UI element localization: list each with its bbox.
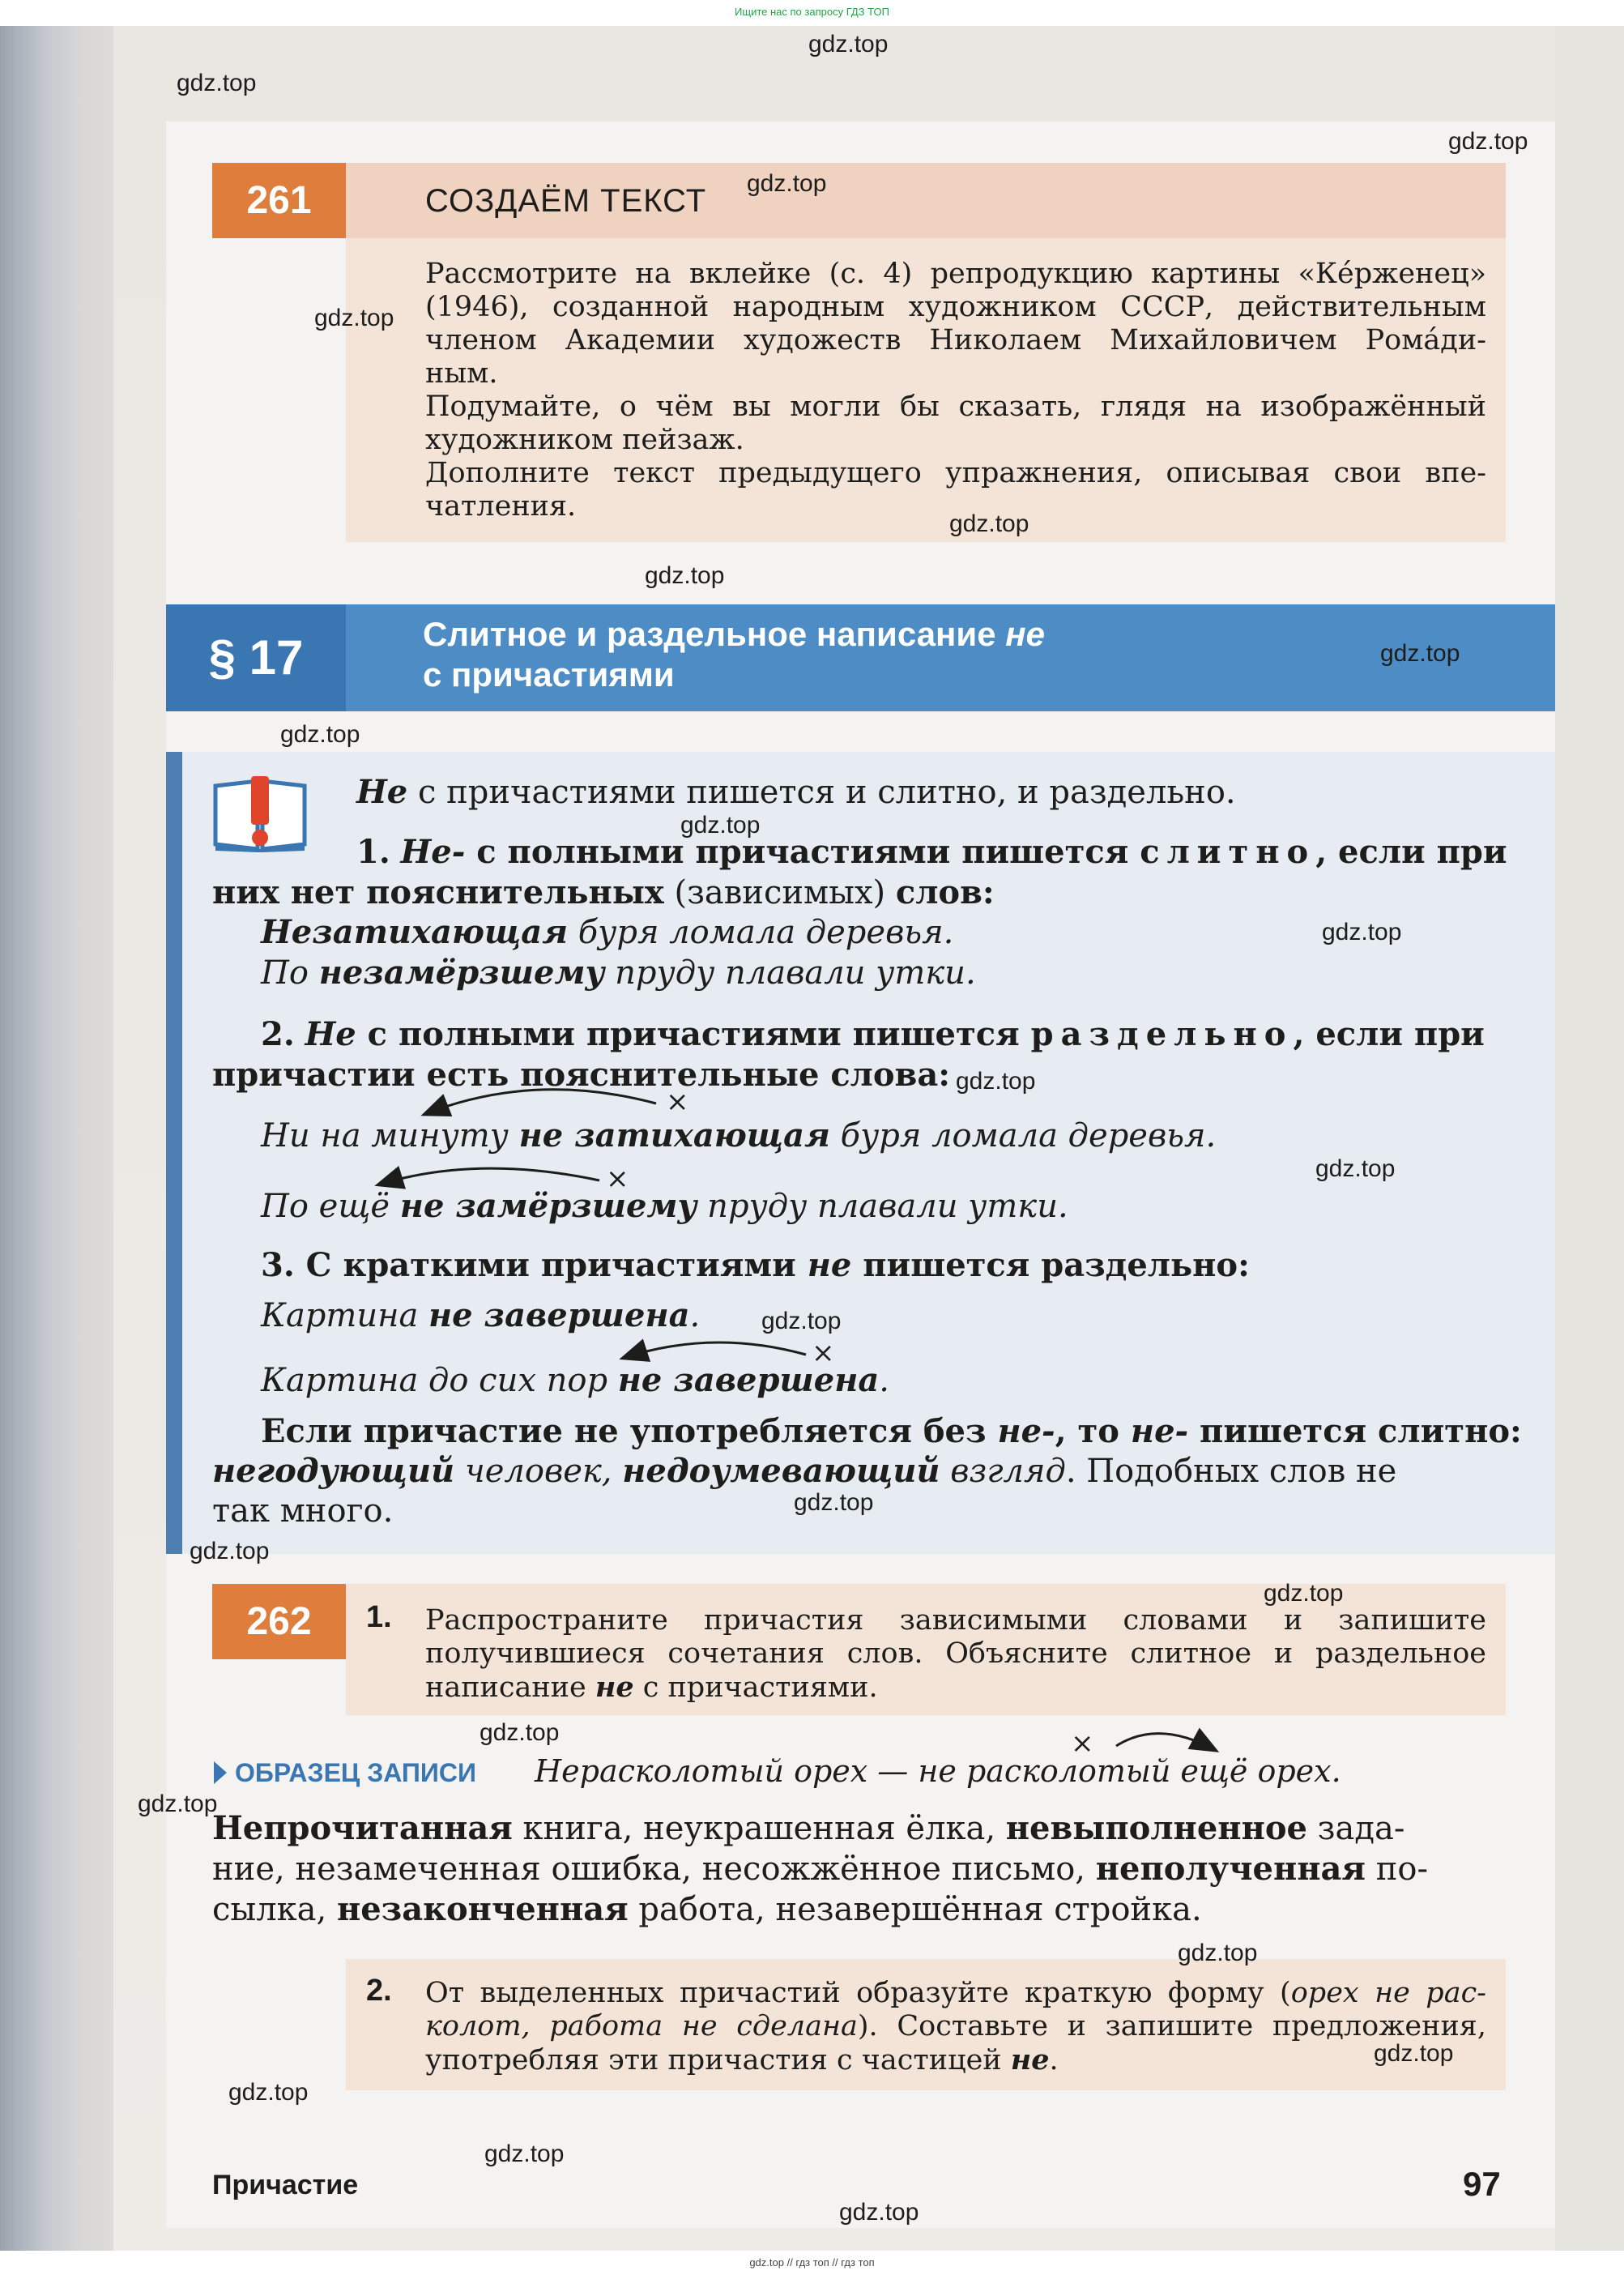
example-participle: Незатихающая bbox=[261, 913, 569, 951]
rule-number: 2. bbox=[261, 1015, 295, 1053]
rule-number: 1. bbox=[356, 833, 390, 871]
watermark: gdz.top bbox=[1264, 1580, 1344, 1607]
example-text: . bbox=[879, 1362, 890, 1399]
rule-text: с причастиями пишется и слитно, и раздельно. bbox=[407, 774, 1236, 811]
chapter-name: Причастие bbox=[212, 2170, 359, 2200]
rule-text: с полными причастиями пишется bbox=[465, 833, 1140, 871]
rule-text: 3. С краткими причастиями bbox=[261, 1246, 808, 1284]
task-number: 1. bbox=[366, 1600, 392, 1634]
word-list-text: сылка, bbox=[212, 1891, 337, 1928]
rule-text: Если причастие не употребляется без bbox=[261, 1412, 998, 1450]
text-line: Подумайте, о чём вы могли бы сказать, глядя на изображённый bbox=[425, 391, 1486, 423]
rule-3 bbox=[261, 1246, 1250, 1285]
watermark: gdz.top bbox=[1315, 1155, 1396, 1182]
text-line-part: написание bbox=[425, 1671, 595, 1704]
text-line-part: . bbox=[1049, 2044, 1059, 2077]
example-text: Картина bbox=[261, 1297, 429, 1334]
rule-text: с полными причастиями пишется bbox=[356, 1015, 1031, 1053]
rule-text: слов: bbox=[895, 873, 995, 911]
text-line-part: ). Составьте и запишите предложения, bbox=[857, 2010, 1486, 2042]
highlighted-participle: незаконченная bbox=[336, 1890, 629, 1928]
cross-mark-icon: × bbox=[812, 1337, 835, 1369]
rule-ne: Не bbox=[356, 773, 408, 811]
watermark: gdz.top bbox=[645, 562, 725, 589]
text-line: (1946), созданной народным художником СССР, действительным bbox=[425, 291, 1486, 323]
watermark: gdz.top bbox=[839, 2199, 919, 2226]
text-line: художником пейзаж. bbox=[425, 424, 744, 456]
text-line: членом Академии художеств Николаем Михайловичем Рома́ди- bbox=[425, 324, 1486, 356]
rule-ne: не- bbox=[997, 1412, 1055, 1450]
example-line bbox=[261, 1187, 1068, 1226]
word-list-line bbox=[212, 1850, 1428, 1889]
exercise-title: СОЗДАЁМ ТЕКСТ bbox=[425, 183, 707, 219]
triangle-marker-icon bbox=[212, 1760, 228, 1786]
text-line: Распространите причастия зависимыми словами и запишите bbox=[425, 1604, 1486, 1637]
page-number: 97 bbox=[1463, 2165, 1501, 2203]
rule-spaced-word: слитно bbox=[1140, 833, 1316, 871]
example-line bbox=[261, 913, 953, 952]
watermark: gdz.top bbox=[949, 510, 1029, 537]
highlighted-participle: неполученная bbox=[1095, 1850, 1366, 1888]
example-line bbox=[261, 1361, 889, 1400]
example-text: взгляд bbox=[940, 1453, 1066, 1490]
example-participle: не замёрзшему bbox=[399, 1187, 697, 1225]
exercise-number: 261 bbox=[212, 163, 346, 238]
section-title-line1: Слитное и раздельное написание bbox=[423, 615, 996, 653]
section-title bbox=[423, 614, 1476, 695]
watermark: gdz.top bbox=[1380, 640, 1460, 667]
watermark: gdz.top bbox=[314, 305, 394, 331]
exercise-262-task1 bbox=[425, 1604, 1486, 1705]
task-number: 2. bbox=[366, 1974, 392, 2008]
example-text: пруду плавали утки. bbox=[697, 1188, 1068, 1225]
watermark: gdz.top bbox=[956, 1068, 1036, 1095]
watermark: gdz.top bbox=[1374, 2040, 1454, 2067]
example-text: буря ломала деревья. bbox=[829, 1117, 1217, 1155]
watermark: gdz.top bbox=[177, 70, 257, 96]
rule-ne: Не bbox=[305, 1015, 356, 1053]
rule-accent-bar bbox=[166, 752, 182, 1554]
watermark: gdz.top bbox=[228, 2079, 309, 2106]
rule-text: (зависимых) bbox=[663, 874, 896, 911]
section-title-line2: с причастиями bbox=[423, 655, 675, 694]
text-line-italic: орех не рас- bbox=[1290, 1977, 1486, 2009]
example-line bbox=[261, 954, 976, 992]
word-list-text: работа, незавершённая стройка. bbox=[628, 1891, 1202, 1928]
example-participle: негодующий bbox=[212, 1452, 455, 1490]
book-spine bbox=[0, 26, 113, 2251]
word-list-line bbox=[212, 1890, 1202, 1929]
rule-2-line2: причастии есть пояснительные слова: bbox=[212, 1056, 951, 1094]
watermark: gdz.top bbox=[484, 2141, 565, 2167]
watermark: gdz.top bbox=[1448, 128, 1528, 155]
example-text: Ни на минуту bbox=[261, 1117, 519, 1155]
text-line-part: От выделенных причастий образуйте краткую форму ( bbox=[425, 1977, 1291, 2009]
example-text: Картина до сих пор bbox=[261, 1362, 618, 1399]
watermark: gdz.top bbox=[680, 812, 761, 839]
watermark: gdz.top bbox=[1178, 1940, 1258, 1966]
watermark: gdz.top bbox=[747, 170, 827, 197]
highlighted-participle: Непрочитанная bbox=[212, 1809, 513, 1847]
text-line-part: употребляя эти причастия с частицей bbox=[425, 2044, 1011, 2077]
text-line bbox=[425, 2010, 1486, 2043]
rule-text: , если при bbox=[1315, 833, 1507, 871]
rule-ne: не bbox=[807, 1246, 852, 1284]
section-title-ne: не bbox=[1005, 615, 1046, 653]
text-line-italic: колот, работа не сделана bbox=[425, 2010, 858, 2042]
rule-text: , если при bbox=[1293, 1015, 1485, 1053]
example-participle: не завершена bbox=[428, 1296, 690, 1334]
example-text: По ещё bbox=[261, 1188, 400, 1225]
rule-text: них нет пояснительных bbox=[212, 873, 664, 911]
text-line-part: с причастиями. bbox=[633, 1671, 878, 1704]
watermark: gdz.top bbox=[794, 1489, 874, 1516]
example-participle: не затихающая bbox=[518, 1116, 830, 1155]
exercise-261-text bbox=[425, 258, 1486, 523]
cross-mark-icon: × bbox=[606, 1163, 629, 1195]
word-list-text: книга, неукрашенная ёлка, bbox=[512, 1810, 1006, 1847]
word-list-text: ние, незамеченная ошибка, несожжённое письмо, bbox=[212, 1850, 1096, 1888]
example-participle: недоумевающий bbox=[622, 1452, 940, 1490]
rule-2-line1 bbox=[261, 1015, 1485, 1054]
example-text: По bbox=[261, 954, 319, 992]
example-line bbox=[261, 1116, 1216, 1155]
rule-text: . Подобных слов не bbox=[1065, 1453, 1397, 1490]
rule-text: пишется раздельно: bbox=[851, 1246, 1250, 1284]
text-line: Дополните текст предыдущего упражнения, описывая свои впе- bbox=[425, 457, 1486, 489]
example-text: буря ломала деревья. bbox=[568, 914, 954, 951]
example-line bbox=[261, 1296, 700, 1335]
example-participle: не завершена bbox=[617, 1361, 880, 1399]
cross-mark-icon: × bbox=[666, 1086, 689, 1118]
text-line-ne: не bbox=[1010, 2043, 1050, 2077]
text-line: получившиеся сочетания слов. Объясните слитное и раздельное bbox=[425, 1637, 1486, 1670]
text-line: ным. bbox=[425, 357, 498, 390]
text-line bbox=[425, 1671, 1486, 1705]
rule-intro bbox=[356, 773, 1236, 812]
highlighted-participle: невыполненное bbox=[1005, 1809, 1307, 1847]
watermark: gdz.top bbox=[480, 1719, 560, 1746]
watermark: gdz.top bbox=[808, 31, 889, 58]
rule-1-line1 bbox=[356, 833, 1507, 872]
rule-ne: Не- bbox=[400, 833, 466, 871]
top-banner: Ищите нас по запросу ГДЗ ТОП bbox=[0, 0, 1624, 26]
rule-1-line2 bbox=[212, 873, 995, 912]
text-line: Рассмотрите на вклейке (с. 4) репродукцию картины «Ке́рженец» bbox=[425, 258, 1486, 290]
cross-mark-icon: × bbox=[1071, 1727, 1094, 1760]
example-text: человек, bbox=[454, 1453, 623, 1490]
text-line bbox=[425, 2043, 1486, 2077]
section-number: § 17 bbox=[166, 604, 346, 711]
watermark: gdz.top bbox=[761, 1308, 842, 1334]
sample-text: Нерасколотый орех — не расколотый ещё орех. bbox=[535, 1753, 1341, 1789]
rule-4-line3: так много. bbox=[212, 1492, 394, 1530]
exclamation-book-icon bbox=[212, 775, 308, 852]
exercise-262-task2 bbox=[425, 1977, 1486, 2077]
watermark: gdz.top bbox=[280, 721, 360, 748]
rule-4-line2 bbox=[212, 1452, 1396, 1491]
rule-spaced-word: раздельно bbox=[1030, 1015, 1294, 1053]
rule-ne: не- bbox=[1130, 1412, 1189, 1450]
word-list-text: по- bbox=[1365, 1850, 1428, 1888]
watermark: gdz.top bbox=[1322, 919, 1402, 945]
rule-4-line1 bbox=[261, 1412, 1522, 1451]
text-line: чатления. bbox=[425, 490, 577, 523]
example-participle: незамёрзшему bbox=[318, 954, 605, 992]
word-list-line bbox=[212, 1809, 1506, 1848]
exercise-number: 262 bbox=[212, 1584, 346, 1659]
text-line-ne: не bbox=[595, 1671, 634, 1704]
sample-label: ОБРАЗЕЦ ЗАПИСИ bbox=[235, 1758, 477, 1787]
rule-text: , то bbox=[1055, 1412, 1131, 1450]
watermark: gdz.top bbox=[138, 1791, 218, 1817]
rule-text: пишется слитно: bbox=[1188, 1412, 1522, 1450]
watermark: gdz.top bbox=[190, 1538, 270, 1564]
example-text: пруду плавали утки. bbox=[604, 954, 976, 992]
word-list-text: зада- bbox=[1306, 1810, 1405, 1847]
text-line bbox=[425, 1977, 1486, 2010]
example-text: . bbox=[689, 1297, 701, 1334]
bottom-banner: gdz.top // гдз топ // гдз топ bbox=[0, 2251, 1624, 2275]
